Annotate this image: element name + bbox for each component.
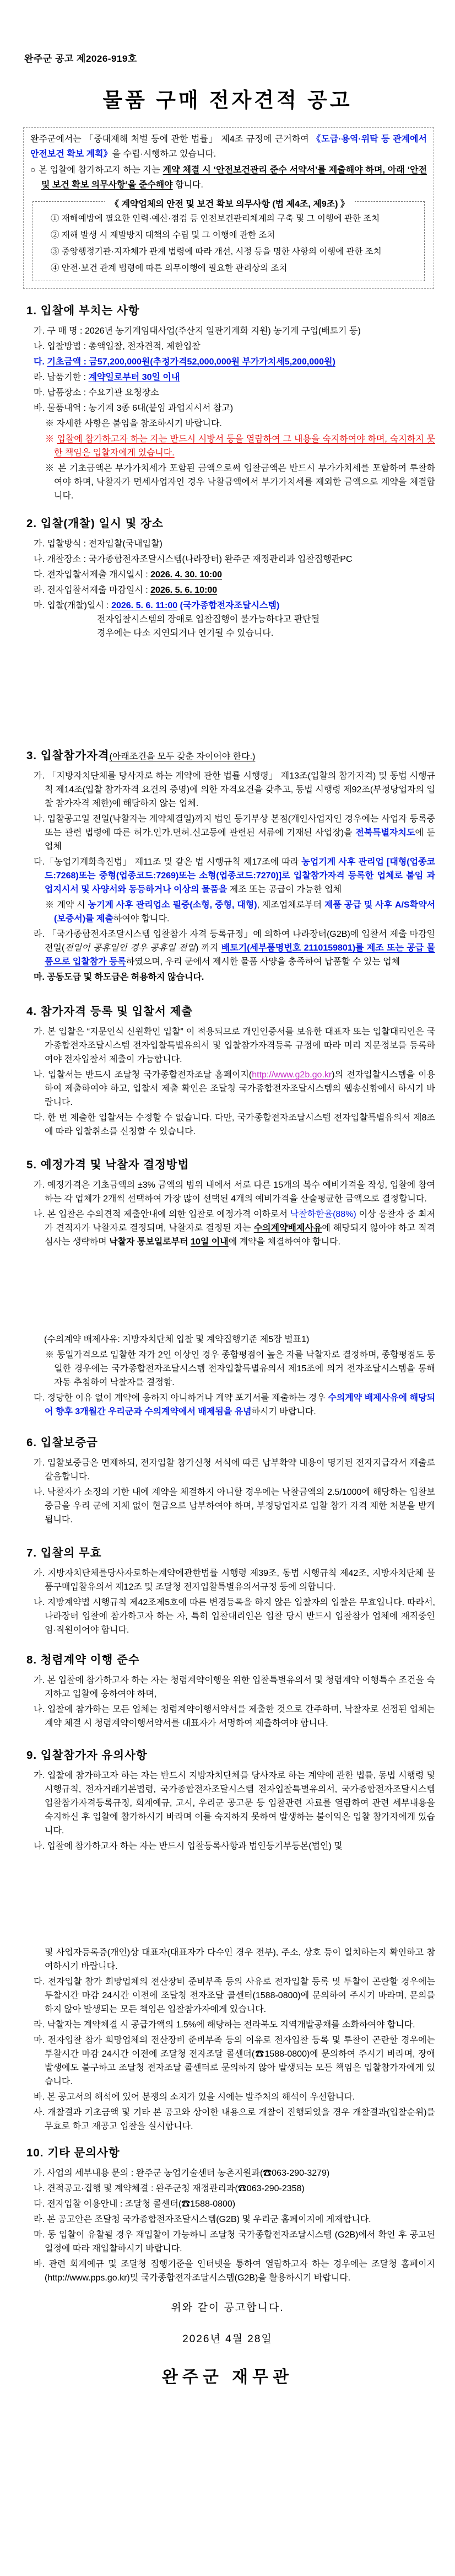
no-subcontract-clause: 마. 공동도급 및 하도급은 허용하지 않습니다. bbox=[34, 973, 204, 982]
text-segment: 제조 또는 공급이 가능한 업체 bbox=[227, 885, 342, 894]
invalidity-basis-clause: 가. 지방자치단체를당사자로하는계약에관한법률 시행령 제39조, 동법 시행규칙 제42조, 지방자치단체 물품구매입찰유의서 제12조 및 조달청 전자입찰특별유의서규정 등에 의합니다. bbox=[34, 1569, 435, 1592]
reannouncement-clause: 사. 개찰결과 기초금액 및 기타 본 공고와 상이한 내용으로 개찰이 진행되었을 경우 개찰결과(입찰순위)를 무효로 하고 재공고 입찰을 실시합니다. bbox=[34, 2108, 435, 2131]
section-award-method bbox=[24, 1155, 435, 1419]
text-segment: 나. 입찰공고일 전일(낙찰자는 계약체결일)까지 법인 등기부상 본점(개인사업자인 경우에는 사업자 등록증 또는 관련 법령에 따른 허가.인가.면허.신고등에 관련된 서류에 기재된 사업장)을 bbox=[34, 814, 435, 838]
section-bidder-cautions bbox=[24, 1746, 435, 2133]
contract-deadline: 10일 이내 bbox=[191, 1237, 229, 1247]
obligation-item: ④ 안전·보건 관계 법령에 따른 의무이행에 필요한 관리상의 조치 bbox=[51, 264, 288, 273]
bid-open-datetime: 2026. 5. 6. 11:00 bbox=[111, 601, 178, 610]
submit-end-item bbox=[24, 583, 435, 597]
text-segment: )의 전자입찰시스템을 이용하여 제출하여야 하고, 입찰서 제출 확인은 조달청 국가종합전자조달시스템의 웹송신함에서 하시기 바랍니다. bbox=[45, 1070, 435, 1107]
rebid-item: 마. 동 입찰이 유찰될 경우 재입찰이 가능하니 조달청 국가종합전자조달시스템 (G2B)에서 확인 후 공고된 일정에 따라 재입찰하시기 바랍니다. bbox=[34, 2230, 435, 2253]
item-label: 라. 전자입찰서제출 마감일시 : bbox=[34, 586, 151, 595]
text-segment: 합니다. bbox=[172, 180, 203, 190]
section-heading: 1. 입찰에 부치는 사항 bbox=[26, 304, 140, 317]
submit-end-datetime: 2026. 5. 6. 10:00 bbox=[150, 586, 218, 595]
pps-url-link[interactable]: http://www.pps.go.kr bbox=[47, 2273, 127, 2283]
holiday-remark: 전일이 공휴일인 경우 공휴일 전일 bbox=[64, 943, 196, 953]
delivery-deadline-item bbox=[24, 371, 435, 384]
document-title: 물품 구매 전자견적 공고 bbox=[102, 89, 353, 111]
system-failure-clause: 마. 전자입찰 참가 희망업체의 전산장비 준비부족 등의 이유로 전자입찰 등록 및 투찰이 곤란할 경우에는 투찰시간 마감 24시간 이전에 조달청 전자조달 콜센터(☎1588-0800)에 문의하여 주시기 바라며, 장애발생에도 불구하고 조달청 전자조달 콜센터로 문의하지 않아 발생되는 모든 책임은 입찰참가자에게 있습니다. bbox=[34, 2036, 435, 2086]
section-heading: 8. 청렴계약 이행 준수 bbox=[26, 1654, 140, 1666]
registration-match-clause: 나. 입찰에 참가하고자 하는 자는 반드시 입찰등록사항과 법인등기부등본(법인) 및 bbox=[34, 1842, 343, 1851]
open-place-item: 나. 개찰장소 : 국가종합전자조달시스템(나라장터) 완주군 재정관리과 입찰집행관PC bbox=[34, 555, 353, 564]
award-rule-clause bbox=[24, 1208, 435, 1249]
vat-note: ※ 본 기초금액은 부가가치세가 포함된 금액으로써 입찰금액은 반드시 부가가치세를 포함하여 투찰하여야 하며, 낙찰자가 면세사업자인 경우 낙찰금액에서 부가가치세를 제외한 금액으로 계약을 체결합니다. bbox=[45, 464, 435, 501]
delivery-deadline-value: 계약일로부터 30일 이내 bbox=[88, 373, 180, 382]
spec-warning-note bbox=[24, 432, 435, 460]
bid-open-system: (국가종합전자조달시스템) bbox=[177, 601, 280, 610]
item-label: 마. 입찰(개찰)일시 : bbox=[34, 601, 112, 610]
award-floor-rate: 낙찰하한율(88%) bbox=[290, 1210, 356, 1219]
section-heading: 7. 입찰의 무효 bbox=[26, 1547, 102, 1559]
penalty-emphasis: 수의계약 배제사유에 해당되어 향후 3개월간 우리군과 수의계약에서 배제됨을 유념 bbox=[45, 1393, 435, 1416]
obligation-item: ① 재해예방에 필요한 인력·예산·점검 등 안전보건관리체계의 구축 및 그 이행에 관한 조치 bbox=[51, 214, 380, 223]
item-label: 다. bbox=[34, 357, 47, 367]
license-codes: 농업기계 사후 관리업 [대형(업종코드:7268)또는 중형(업종코드:7269)또는 소형(업종코드:7270)]로 입찰참가자격 등록한 업체로 붙임 과업지시서 및 사양서와 동등하거나 이상의 물품을 bbox=[45, 857, 435, 894]
license-clause bbox=[24, 855, 435, 897]
text-segment: 완주군에서는 「중대재해 처벌 등에 관한 법률」 제4조 규정에 근거하여 bbox=[30, 135, 312, 144]
text-segment: 에 둔 업체 bbox=[45, 828, 436, 851]
warning-text: 입찰에 참가하고자 하는 자는 반드시 시방서 등을 열람하여 그 내용을 숙지하여야 하며, 숙지하지 못한 책임은 입찰자에게 있습니다. bbox=[54, 434, 435, 458]
submission-clause bbox=[24, 1068, 435, 1109]
note-marker: ※ bbox=[45, 434, 57, 444]
section-integrity-pact bbox=[24, 1650, 435, 1730]
closing-statement: 위와 같이 공고합니다. bbox=[171, 2302, 284, 2314]
regional-bond-clause: 라. 낙찰자는 계약체결 시 공급가액의 1.5%에 해당하는 전라북도 지역개발공채를 소화하여야 합니다. bbox=[34, 2020, 415, 2030]
price-determination-clause: 가. 예정가격은 기초금액의 ±3% 금액의 범위 내에서 서로 다른 15개의 복수 예비가격을 작성, 입찰에 참여하는 각 업체가 2개씩 선택하여 가장 많이 선택된 4개의 예비가격을 산술평균한 금액으로 결정합니다. bbox=[34, 1180, 435, 1204]
refusal-penalty-clause bbox=[24, 1391, 435, 1419]
text-segment: 라. 「국가종합전자조달시스템 입찰참가 자격 등록규정」에 의하여 나라장터(G2B)에 입찰서 제출 마감일 전일( bbox=[34, 930, 435, 953]
contract-contact-item: 나. 견적공고·집행 및 계약체결 : 완주군청 재정관리과(☎063-290-2358) bbox=[34, 2184, 305, 2193]
contract-document-note bbox=[24, 898, 435, 926]
bid-type-item: 가. 입찰방식 : 전자입찰(국내입찰) bbox=[34, 539, 162, 549]
required-certificate: 농기계 사후 관리업소 필증(소형, 중형, 대형) bbox=[88, 900, 257, 910]
bid-open-remark: 전자입찰시스템의 장애로 입찰집행이 불가능하다고 판단될 bbox=[97, 615, 320, 624]
safety-intro-paragraph bbox=[30, 132, 427, 162]
safety-plan-phrase: 《도급·용역·위탁 등 관계에서 안전보건 확보 계획》 bbox=[30, 135, 427, 159]
eligibility-clause: 가. 「지방자치단체를 당사자로 하는 계약에 관한 법률 시행령」 제13조(입찰의 참가자격) 및 동법 시행규칙 제14조(입찰 참가자격 요건의 증명)에 의한 자격요건을 갖추고, 동법 시행령 제92조(부정당업자의 입찰 참가자격 제한)에 해당하지 않는 업체. bbox=[34, 771, 435, 808]
section-heading: 5. 예정가격 및 낙찰자 결정방법 bbox=[26, 1158, 189, 1171]
text-segment: 하였으며, 우리 군에서 제시한 물품 사양을 충족하여 납품할 수 있는 업체 bbox=[126, 957, 400, 967]
delivery-place-item: 마. 납품장소 : 수요기관 요청장소 bbox=[34, 388, 159, 398]
submit-start-item bbox=[24, 568, 435, 582]
text-segment: )및 국가종합전자조달시스템(G2B)을 활용하시기 바랍니다. bbox=[127, 2273, 351, 2283]
ebid-help-item: 다. 전자입찰 이용안내 : 조달청 콜센터(☎1588-0800) bbox=[34, 2199, 236, 2209]
obligation-item: ② 재해 발생 시 재발방지 대책의 수립 및 그 이행에 관한 조치 bbox=[51, 230, 275, 240]
announcement-date: 2026년 4월 28일 bbox=[182, 2333, 273, 2345]
base-amount-value: 기초금액 : 금57,200,000원(추정가격52,000,000원 부가가치세5,200,000원) bbox=[47, 357, 335, 367]
g2b-url-link[interactable]: http://www.g2b.go.kr bbox=[252, 1070, 332, 1080]
bond-payment-clause: 나. 낙찰자가 소정의 기한 내에 계약을 체결하지 아니할 경우에는 낙찰금액의 2.5/1000에 해당하는 입찰보증금을 우리 군에 지체 없이 현금으로 납부하여야 하며, 부정당업자로 입찰 참가 자격 제한 처분을 받게 됩니다. bbox=[34, 1488, 435, 1525]
base-amount-item bbox=[24, 355, 435, 369]
pledge-emphasis: 계약 체결 시 ‘안전보건관리 준수 서약서’를 제출해야 하며, 아래 ‘안전 및 보건 확보 의무사항’을 준수해야 bbox=[41, 165, 427, 190]
text-segment: 다. 정당한 이유 없이 계약에 응하지 아니하거나 계약 포기서를 제출하는 경우 bbox=[34, 1393, 328, 1403]
callcenter-clause: 다. 전자입찰 참가 희망업체의 전산장비 준비부족 등의 사유로 전자입찰 등록 및 투찰이 곤란할 경우에는 투찰시간 마감 24시간 이전에 조달청 전자조달 콜센터(1588-0800)에 문의하여 주시기 바라며, 문의를 하지 않아 발생되는 모든 책임은 입찰참가자에게 있습니다. bbox=[34, 1977, 435, 2014]
goods-detail-item: 바. 물품내역 : 농기계 3종 6대(붙임 과업지시서 참고) bbox=[34, 404, 234, 413]
text-segment: , 제조업체로부터 bbox=[257, 900, 325, 910]
text-segment: ) 까지 bbox=[195, 943, 221, 953]
obligations-box-title: 《 계약업체의 안전 및 보건 확보 의무사항 (법 제4조, 제9조) 》 bbox=[105, 197, 355, 210]
item-label: 다. 전자입찰서제출 개시일시 : bbox=[34, 570, 151, 579]
integrity-awareness-clause: 가. 본 입찰에 참가하고자 하는 자는 청렴계약이행을 위한 입찰특별유의서 및 청렴계약 이행특수 조건을 숙지하고 입찰에 응하여야 하며, bbox=[34, 1676, 435, 1699]
section-heading: 4. 참가자격 등록 및 입찰서 제출 bbox=[26, 1005, 193, 1018]
section-bid-schedule bbox=[24, 514, 435, 640]
obligation-item: ③ 중앙행정기관·지자체가 관계 법령에 따라 개선, 시정 등을 명한 사항의 이행에 관한 조치 bbox=[51, 247, 382, 256]
tie-break-note: ※ 동일가격으로 입찰한 자가 2인 이상인 경우 종합평점이 높은 자를 낙찰자로 결정하며, 종합평점도 동일한 경우에는 국가종합전자조달시스템 전자입찰특별유의서 제15조에 의거 전자조달시스템을 통해 자동 추첨하여 낙찰자를 결정함. bbox=[45, 1350, 435, 1387]
item-label: 라. 납품기한 : bbox=[34, 373, 89, 382]
obligations-box bbox=[32, 201, 425, 281]
section-heading: 9. 입찰참가자 유의사항 bbox=[26, 1749, 148, 1762]
exclusion-reference: (수의계약 배제사유: 지방자치단체 입찰 및 계약집행기준 제5장 별표1) bbox=[44, 1335, 310, 1344]
bond-exemption-clause: 가. 입찰보증금은 면제하되, 전자입찰 참가신청 서식에 따른 납부확약 내용이 명기된 전자지급각서 제출로 갈음합니다. bbox=[34, 1458, 435, 1482]
text-segment: 을 수립·시행하고 있습니다. bbox=[112, 149, 216, 159]
section-registration-submission bbox=[24, 1002, 435, 1139]
section-heading: 6. 입찰보증금 bbox=[26, 1436, 98, 1449]
reference-item bbox=[24, 2257, 435, 2285]
purchase-name-item: 가. 구 매 명 : 2026년 농기계임대사업(주산지 일관기계화 지원) 농기계 구입(배토기 등) bbox=[34, 326, 361, 336]
text-segment: 이상 응찰자 중 최저가 견적자가 낙찰자로 결정되며, 낙찰자로 결정된 자는 bbox=[45, 1210, 435, 1233]
section-heading: 10. 기타 문의사항 bbox=[26, 2146, 120, 2159]
safety-pledge-paragraph bbox=[30, 163, 427, 192]
related-rules-clause: 가. 입찰에 참가하고자 하는 자는 반드시 지방자치단체를 당사자로 하는 계약에 관한 법률, 동법 시행령 및 시행규칙, 전자거래기본법령, 국가종합전자조달시스템 전자입찰특별유의서, 국가종합전자조달시스템 입찰참가자격등록규정, 회계예규, 고시, 우리군 공고문 등 입찰관련 자료를 열람하여 관련 세부내용을 숙지하신 후 입찰에 참가하시기 바라며 이를 숙지하지 못하여 발생하는 불이익은 입찰 참가자에게 있습니다. bbox=[34, 1771, 435, 1836]
text-segment: 에 해당되지 않아야 하고 적격심사는 생략하며 bbox=[45, 1223, 435, 1247]
text-segment: 나. 입찰서는 반드시 조달청 국가종합전자조달 홈페이지( bbox=[34, 1070, 252, 1080]
region-name: 전북특별자치도 bbox=[355, 828, 415, 838]
section-bid-items bbox=[24, 301, 435, 503]
text-segment: ※ 계약 시 bbox=[45, 900, 88, 910]
text-segment: ○ 본 입찰에 참가하고자 하는 자는 bbox=[30, 165, 163, 175]
integrity-pledge-clause: 나. 입찰에 참가하는 모든 업체는 청렴계약이행서약서를 제출한 것으로 간주하며, 낙찰자로 선정된 업체는 계약 체결 시 청렴계약이행서약서를 대표자가 서명하여 제출하여야 합니다. bbox=[34, 1705, 435, 1728]
text-segment: 하시기 바랍니다. bbox=[251, 1407, 316, 1416]
required-warranty: 제품 공급 및 사후 A/S확약서(보증서)를 제출 bbox=[54, 900, 435, 924]
product-code: 배토기(세부품명번호 2110159801)를 제조 또는 공급 물품으로 입찰참가 등록 bbox=[45, 943, 435, 967]
bid-method-item: 나. 입찰방법 : 총액입찰, 전자견적, 제한입찰 bbox=[34, 342, 201, 351]
text-segment: 낙찰자 통보일로부터 bbox=[109, 1237, 191, 1247]
registration-clause bbox=[24, 927, 435, 969]
note-item: ※ 자세한 사항은 붙임을 참조하시기 바랍니다. bbox=[45, 419, 222, 428]
notice-number: 완주군 공고 제2026-919호 bbox=[24, 53, 137, 64]
heading-text: 3. 입찰참가자격 bbox=[26, 749, 110, 762]
section-bid-bond bbox=[24, 1433, 435, 1527]
region-clause bbox=[24, 812, 435, 854]
exclusion-reason: 수의계약배제사유 bbox=[253, 1223, 322, 1233]
section-bid-invalidity bbox=[24, 1543, 435, 1637]
text-segment: 하여야 합니다. bbox=[113, 914, 170, 924]
interpretation-clause: 바. 본 공고서의 해석에 있어 분쟁의 소지가 있을 시에는 발주처의 해석이 우선합니다. bbox=[34, 2092, 355, 2102]
safety-notice-box bbox=[23, 127, 434, 289]
no-edit-clause: 다. 한 번 제출한 입찰서는 수정할 수 없습니다. 다만, 국가종합전자조달시스템 전자입찰특별유의서 제8조에 따라 입찰취소를 신청할 수 있습니다. bbox=[34, 1113, 435, 1136]
submit-start-datetime: 2026. 4. 30. 10:00 bbox=[150, 570, 223, 579]
project-contact-item: 가. 사업의 세부내용 문의 : 완주군 농업기술센터 농촌지원과(☎063-290-3279) bbox=[34, 2169, 330, 2178]
section-other-inquiries bbox=[24, 2143, 435, 2285]
bid-open-remark: 경우에는 다소 지연되거나 연기될 수 있습니다. bbox=[97, 629, 274, 638]
section-heading: 2. 입찰(개찰) 일시 및 장소 bbox=[26, 517, 164, 530]
fingerprint-clause: 가. 본 입찰은 “지문인식 신원확인 입찰” 이 적용되므로 개인인증서를 보유한 대표자 또는 입찰대리인은 국가종합전자조달시스템 전자입찰특별유의서 및 입찰참가자격등록 규정에 따라 미리 지문정보를 등록하여야 전자입찰서 제출이 가능합니다. bbox=[34, 1027, 435, 1064]
registration-match-continued: 및 사업자등록증(개인)상 대표자(대표자가 다수인 경우 전부), 주소, 상호 등이 일치하는지 확인하고 참여하시기 바랍니다. bbox=[45, 1948, 435, 1971]
text-segment: 나. 본 입찰은 수의견적 제출안내에 의한 입찰로 예정가격 이하로서 bbox=[34, 1210, 290, 1219]
text-segment: 바. 관련 회계예규 및 조달청 집행기준을 인터넷을 통하여 열람하고자 하는 경우에는 조달청 홈페이지( bbox=[34, 2260, 435, 2283]
posting-item: 라. 본 공고안은 조달청 국가종합전자조달시스템(G2B) 및 우리군 홈페이지에 게재합니다. bbox=[34, 2215, 371, 2224]
agent-registration-clause: 나. 지방계약법 시행규칙 제42조제5호에 따른 변경등록을 하지 않은 입찰자의 입찰은 무효입니다. 따라서, 나라장터 입찰에 참가하고자 하는 자, 특히 입찰대리인은 입찰 당시 반드시 입찰참가 업체에 재직중인 임·직원이어야 합니다. bbox=[34, 1598, 435, 1635]
text-segment: 에 계약을 체결하여야 합니다. bbox=[228, 1237, 340, 1247]
issuer-title: 완주군 재무관 bbox=[161, 2368, 294, 2386]
heading-subtext: (아래조건을 모두 갖춘 자이어야 한다.) bbox=[109, 752, 256, 761]
section-eligibility bbox=[24, 746, 435, 984]
text-segment: 다.「농업기계화촉진법」 제11조 및 같은 법 시행규칙 제17조에 따라 bbox=[34, 857, 302, 867]
section-heading bbox=[26, 746, 435, 763]
bid-open-datetime-item bbox=[24, 599, 435, 613]
